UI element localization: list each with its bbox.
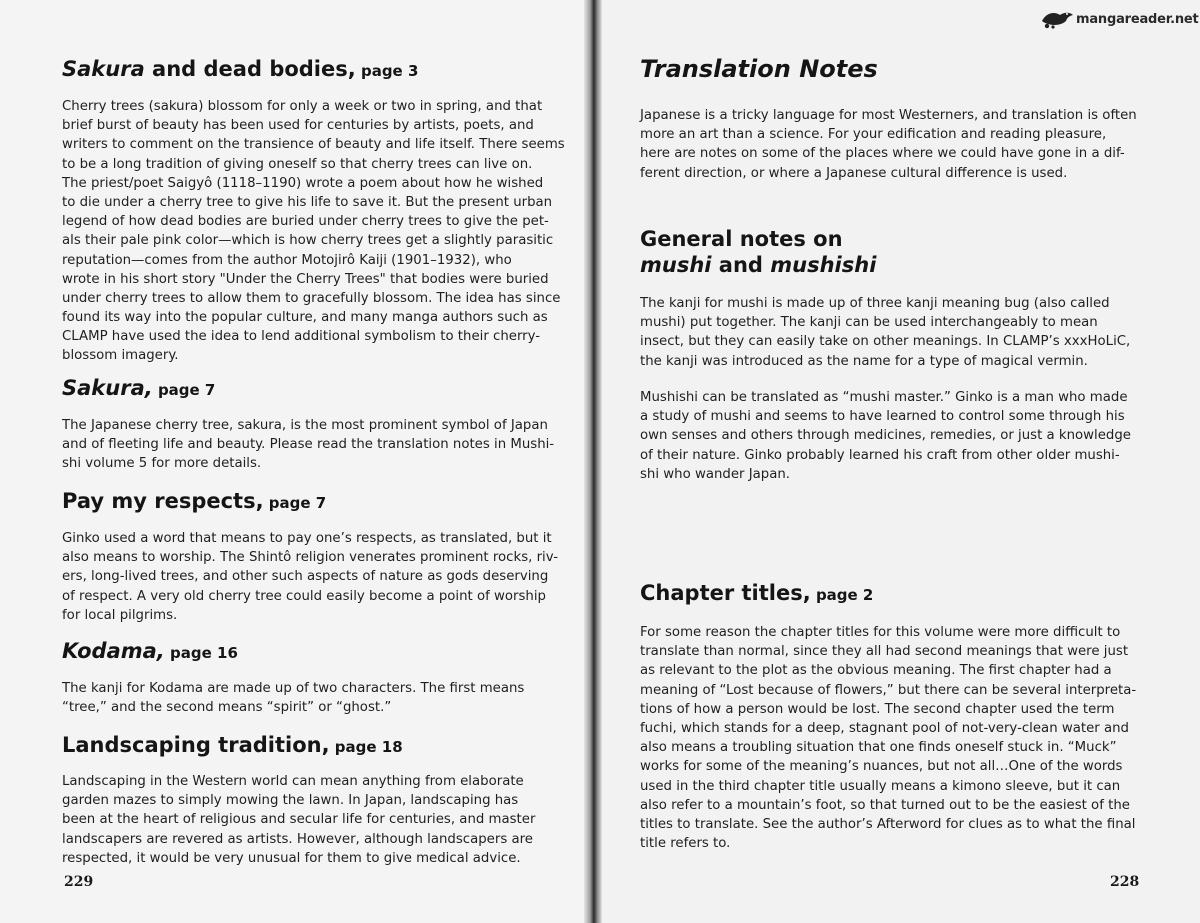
text-line: a study of mushi and seems to have learned to control some through his [640,409,1125,425]
page-title: Translation Notes [640,55,878,83]
text-line: “tree,” and the second means “spirit” or “ghost.” [62,700,392,716]
text-line: also refer to a mountain’s foot, so that turned out to be the easiest of the [640,797,1130,813]
section-heading-sakura: Sakura, page 7 [62,376,216,400]
text-line: works for some of the meaning’s nuances, but not all…One of the words [640,759,1123,775]
text-line: as relevant to the plot as the obvious meaning. The first chapter had a [640,663,1112,679]
text-line: writers to comment on the transience of beauty and life itself. There seems [62,137,565,153]
text-line: to die under a cherry tree to give his life to save it. But the present urban [62,194,553,210]
text-line: insect, but they can easily take on other meanings. In CLAMP’s xxxHoLiC, [640,334,1131,350]
general-heading-line2: mushi and mushishi [640,253,877,277]
text-line: reputation—comes from the author Motojirô Kaiji (1901–1932), who [62,252,512,268]
text-line: Japanese is a tricky language for most Westerners, and translation is often [640,108,1137,123]
text-line: The priest/poet Saigyô (1118–1190) wrote a poem about how he wished [62,175,544,191]
text-line: the kanji was introduced as the name for a type of magical vermin. [640,353,1088,369]
general-paragraph-2 [640,388,1131,484]
text-line: and of fleeting life and beauty. Please read the translation notes in Mushi- [62,437,555,453]
text-line: ferent direction, or where a Japanese cultural difference is used. [640,165,1068,181]
section-body-sakura-dead-bodies [62,97,565,366]
text-line: titles to translate. See the author’s Afterword for clues as to what the final [640,816,1136,832]
section-heading-sakura-dead-bodies: Sakura and dead bodies, page 3 [62,57,419,81]
text-line: been at the heart of religious and secular life for centuries, and master [62,812,536,828]
text-line: garden mazes to simply mowing the lawn. In Japan, landscaping has [62,793,519,809]
text-line: legend of how dead bodies are buried under cherry trees to give the pet- [62,214,549,230]
chapter-titles-paragraph [640,623,1136,853]
watermark-text: mangareader.net [1076,11,1199,27]
text-line: respected, it would be very unusual for them to give medical advice. [62,850,521,866]
text-line: Mushishi can be translated as “mushi master.” Ginko is a man who made [640,390,1128,405]
text-line: title refers to. [640,836,731,852]
section-body-sakura [62,416,554,474]
text-line: wrote in his short story "Under the Cherry Trees" that bodies were buried [62,271,549,287]
bird-logo-icon [1040,9,1074,29]
text-line: more an art than a science. For your edification and reading pleasure, [640,127,1107,143]
page-number-left: 229 [64,874,94,890]
section-heading-chapter-titles: Chapter titles, page 2 [640,581,874,605]
text-line: used in the third chapter title usually means a kimono sleeve, but it can [640,778,1121,794]
text-line: shi who wander Japan. [640,466,791,482]
section-body-pay-respects [62,529,558,625]
text-line: landscapers are revered as artists. However, although landscapers are [62,831,533,847]
text-line: For some reason the chapter titles for this volume were more difficult to [640,625,1121,640]
page-number-right: 228 [1110,874,1140,890]
section-heading-landscaping: Landscaping tradition, page 18 [62,733,403,757]
text-line: to be a long tradition of giving oneself so that cherry trees can live on. [62,156,533,172]
text-line: here are notes on some of the places where we could have gone in a dif- [640,146,1125,162]
book-gutter [584,0,602,923]
general-paragraph-1 [640,294,1130,371]
text-line: of respect. A very old cherry tree could easily become a point of worship [62,588,546,604]
section-heading-general-notes [640,226,876,278]
text-line: CLAMP have used the idea to lend additional symbolism to their cherry- [62,329,541,345]
section-heading-pay-respects: Pay my respects, page 7 [62,489,327,513]
text-line: blossom imagery. [62,348,179,364]
text-line: The Japanese cherry tree, sakura, is the most prominent symbol of Japan [62,418,548,433]
watermark [1040,8,1199,30]
text-line: fuchi, which stands for a deep, stagnant pool of not-very-clean water and [640,720,1129,736]
text-line: for local pilgrims. [62,607,178,623]
text-line: translate than normal, since they all had second meanings that were just [640,644,1129,660]
general-heading-line1: General notes on [640,227,843,251]
text-line: Cherry trees (sakura) blossom for only a week or two in spring, and that [62,99,543,114]
section-body-kodama [62,679,524,717]
text-line: Landscaping in the Western world can mean anything from elaborate [62,774,524,789]
text-line: The kanji for Kodama are made up of two characters. The first means [62,681,525,696]
text-line: also means a troubling situation that one finds oneself stuck in. “Muck” [640,740,1117,756]
section-heading-kodama: Kodama, page 16 [62,639,238,663]
text-line: brief burst of beauty has been used for centuries by artists, poets, and [62,118,534,134]
text-line: meaning of “Lost because of flowers,” but there can be several interpreta- [640,682,1137,698]
text-line: als their pale pink color—which is how cherry trees get a slightly parasitic [62,233,554,249]
text-line: own senses and others through medicines, remedies, or just a knowledge [640,428,1131,444]
text-line: mushi) put together. The kanji can be used interchangeably to mean [640,315,1098,331]
text-line: under cherry trees to allow them to gracefully blossom. The idea has since [62,290,561,306]
text-line: of their nature. Ginko probably learned his craft from other older mushi- [640,447,1120,463]
text-line: found its way into the popular culture, and many manga authors such as [62,310,548,326]
text-line: The kanji for mushi is made up of three kanji meaning bug (also called [640,296,1110,311]
intro-paragraph [640,106,1137,183]
text-line: tions of how a person would be lost. The second chapter used the term [640,701,1115,717]
text-line: Ginko used a word that means to pay one’s respects, as translated, but it [62,531,552,546]
text-line: ers, long-lived trees, and other such aspects of nature as gods deserving [62,569,549,585]
text-line: also means to worship. The Shintô religion venerates prominent rocks, riv- [62,550,559,566]
section-body-landscaping [62,772,535,868]
text-line: shi volume 5 for more details. [62,456,262,472]
